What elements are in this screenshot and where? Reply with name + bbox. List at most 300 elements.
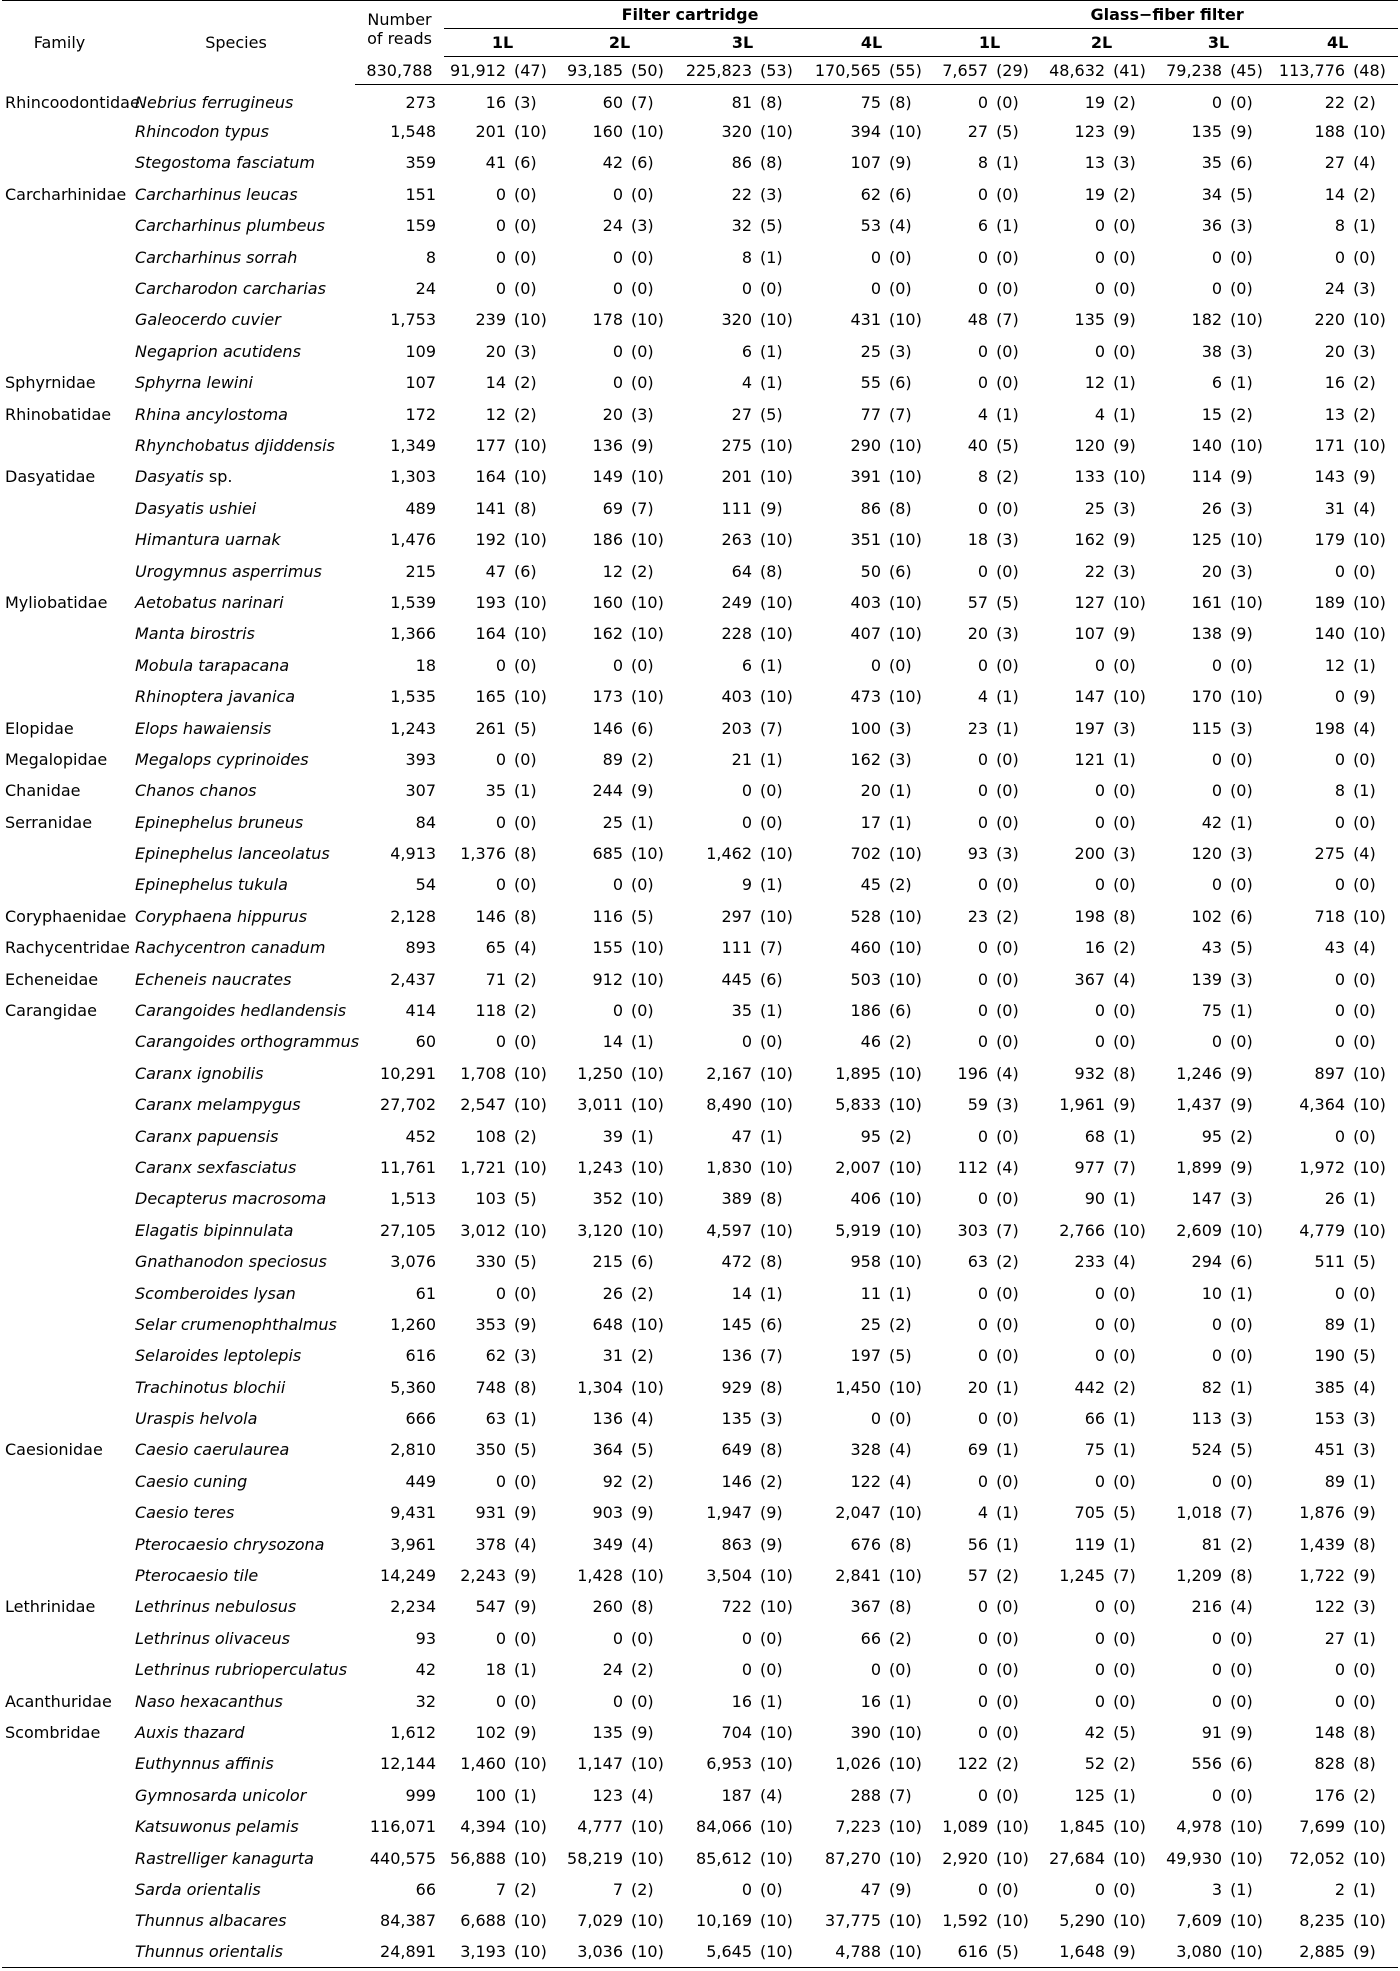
species-cell (117, 1528, 355, 1559)
replicate-cell: (10) (889, 1189, 922, 1209)
read-count-cell: 53 (860, 216, 881, 236)
replicate-cell: (10) (889, 1095, 922, 1115)
read-count-cell: 2,766 (1059, 1220, 1106, 1240)
replicate-cell: (9) (1230, 1095, 1253, 1115)
replicate-cell: (10) (1353, 1157, 1386, 1177)
read-count-cell: 24 (602, 216, 623, 236)
read-count-cell: 25 (602, 812, 623, 832)
table-row (2, 1748, 1398, 1779)
read-count-cell: 197 (1074, 718, 1106, 738)
family-cell (2, 1152, 117, 1183)
replicate-cell: (4) (1353, 718, 1376, 738)
read-count-cell: 47 (485, 561, 506, 581)
read-count-cell: 2,885 (1277, 1937, 1347, 1968)
read-count-cell: 0 (741, 1032, 752, 1052)
read-count-cell: 0 (977, 184, 989, 204)
total-count: 225,823 (678, 57, 754, 85)
replicate-cell: (6) (889, 561, 912, 581)
volume-header: 3L (1160, 29, 1277, 57)
read-count-cell: 56,888 (450, 1848, 506, 1868)
replicate-cell: (2) (889, 875, 912, 895)
read-count-cell: 14 (485, 373, 506, 393)
read-count-cell: 34 (1201, 184, 1223, 204)
read-count-cell: 0 (1211, 781, 1223, 801)
reads-cell: 1,243 (390, 718, 436, 738)
read-count-cell: 47 (731, 1126, 752, 1146)
read-count-cell: 20 (602, 404, 623, 424)
replicate-cell: (0) (996, 341, 1019, 361)
read-count-cell: 702 (850, 844, 881, 864)
read-count-cell: 0 (1094, 1660, 1106, 1680)
replicate-cell: (3) (631, 216, 654, 236)
read-count-cell: 25 (860, 341, 881, 361)
read-count-cell: 89 (602, 749, 623, 769)
read-count-cell: 19 (1084, 92, 1106, 112)
read-count-cell: 122 (1314, 1597, 1346, 1617)
read-count-cell: 0 (977, 969, 989, 989)
replicate-cell: (7) (1113, 1566, 1136, 1586)
read-count-cell: 403 (850, 592, 881, 612)
replicate-cell: (10) (1113, 592, 1146, 612)
species-name: Selaroides leptolepis (135, 1346, 302, 1366)
replicate-cell: (0) (996, 1879, 1019, 1899)
replicate-cell: (9) (1230, 1157, 1253, 1177)
replicate-cell: (7) (760, 938, 783, 958)
replicate-cell: (10) (760, 592, 793, 612)
read-count-cell: 5,833 (835, 1095, 881, 1115)
read-count-cell: 367 (1074, 969, 1106, 989)
read-count-cell: 8 (977, 153, 989, 173)
replicate-cell: (0) (1353, 1283, 1376, 1303)
species-name: Rhinoptera javanica (135, 687, 296, 707)
replicate-cell: (10) (1113, 1911, 1146, 1931)
read-count-cell: 0 (495, 1283, 506, 1303)
replicate-cell: (10) (631, 122, 664, 142)
table-row (2, 461, 1398, 492)
read-count-cell: 176 (1314, 1785, 1346, 1805)
group-header-cartridge: Filter cartridge (444, 1, 936, 29)
volume-header: 1L (444, 29, 561, 57)
replicate-cell: (2) (1353, 1785, 1376, 1805)
read-count-cell: 431 (850, 310, 881, 330)
read-count-cell: 177 (475, 435, 506, 455)
total-species: (47) (508, 57, 561, 85)
replicate-cell: (10) (889, 1157, 922, 1177)
species-name: Gymnosarda unicolor (135, 1785, 307, 1805)
replicate-cell: (7) (1113, 1157, 1136, 1177)
replicate-cell: (0) (1113, 1471, 1136, 1491)
read-count-cell: 0 (1094, 279, 1106, 299)
replicate-cell: (0) (889, 1409, 912, 1429)
species-cell (117, 210, 355, 241)
family-cell (2, 681, 117, 712)
read-count-cell: 0 (612, 875, 623, 895)
replicate-cell: (1) (1113, 1409, 1136, 1429)
read-count-cell: 84,066 (696, 1817, 752, 1837)
table-header (2, 1, 1398, 85)
read-count-cell: 114 (1191, 467, 1223, 487)
replicate-cell: (0) (631, 1691, 654, 1711)
total-species: (45) (1224, 57, 1277, 85)
reads-cell: 1,476 (390, 530, 436, 550)
read-count-cell: 140 (1191, 435, 1223, 455)
read-count-cell: 0 (1334, 1032, 1346, 1052)
read-count-cell: 66 (1084, 1409, 1106, 1429)
species-name: Thunnus orientalis (135, 1942, 283, 1962)
replicate-cell: (10) (760, 1095, 793, 1115)
read-count-cell: 445 (721, 969, 752, 989)
read-count-cell: 100 (850, 718, 881, 738)
replicate-cell: (10) (1353, 1095, 1386, 1115)
reads-table (2, 0, 1398, 1968)
replicate-cell: (8) (760, 1252, 783, 1272)
read-count-cell: 26 (602, 1283, 623, 1303)
replicate-cell: (4) (1230, 1597, 1253, 1617)
replicate-cell: (0) (996, 1691, 1019, 1711)
replicate-cell: (9) (1353, 467, 1376, 487)
family-cell (2, 1120, 117, 1151)
read-count-cell: 718 (1314, 906, 1346, 926)
read-count-cell: 0 (495, 749, 506, 769)
read-count-cell: 120 (1191, 844, 1223, 864)
replicate-cell: (4) (1353, 844, 1376, 864)
replicate-cell: (5) (996, 435, 1019, 455)
read-count-cell: 6 (741, 341, 752, 361)
read-count-cell: 0 (612, 247, 623, 267)
replicate-cell: (0) (996, 373, 1019, 393)
read-count-cell: 95 (860, 1126, 881, 1146)
family-cell (2, 524, 117, 555)
read-count-cell: 0 (977, 1283, 989, 1303)
table-row (2, 1874, 1398, 1905)
read-count-cell: 125 (1074, 1785, 1106, 1805)
replicate-cell: (1) (1353, 1314, 1376, 1334)
read-count-cell: 0 (495, 1691, 506, 1711)
read-count-cell: 35 (1201, 153, 1223, 173)
replicate-cell: (3) (996, 844, 1019, 864)
replicate-cell: (6) (514, 561, 537, 581)
replicate-cell: (10) (754, 1937, 807, 1968)
replicate-cell: (5) (1353, 1252, 1376, 1272)
read-count-cell: 1,722 (1299, 1566, 1346, 1586)
replicate-cell: (10) (760, 1220, 793, 1240)
read-count-cell: 1,947 (706, 1503, 752, 1523)
species-cell (117, 1591, 355, 1622)
reads-cell: 54 (415, 875, 436, 895)
species-name: Rhynchobatus djiddensis (135, 435, 335, 455)
replicate-cell: (1) (889, 812, 912, 832)
read-count-cell: 2,609 (1176, 1220, 1223, 1240)
replicate-cell: (9) (889, 1879, 912, 1899)
table-row (2, 1152, 1398, 1183)
read-count-cell: 0 (1094, 875, 1106, 895)
replicate-cell: (0) (760, 1628, 783, 1648)
replicate-cell: (3) (1230, 216, 1253, 236)
read-count-cell: 25 (860, 1314, 881, 1334)
replicate-cell: (0) (996, 812, 1019, 832)
replicate-cell: (0) (1113, 655, 1136, 675)
replicate-cell: (1) (996, 718, 1019, 738)
replicate-cell: (10) (760, 1754, 793, 1774)
read-count-cell: 13 (1084, 153, 1106, 173)
read-count-cell: 0 (977, 1879, 989, 1899)
replicate-cell: (0) (996, 247, 1019, 267)
read-count-cell: 328 (850, 1440, 881, 1460)
replicate-cell: (10) (889, 467, 922, 487)
read-count-cell: 1,460 (460, 1754, 506, 1774)
table-row (2, 901, 1398, 932)
species-cell (117, 1372, 355, 1403)
read-count-cell: 263 (721, 530, 752, 550)
replicate-cell: (0) (1113, 1628, 1136, 1648)
replicate-cell: (10) (631, 687, 664, 707)
species-cell (117, 1340, 355, 1371)
reads-cell: 24 (415, 279, 436, 299)
replicate-cell: (0) (1230, 655, 1253, 675)
read-count-cell: 0 (1334, 1126, 1346, 1146)
replicate-cell: (8) (514, 844, 537, 864)
replicate-cell: (0) (1113, 781, 1136, 801)
replicate-cell: (7) (631, 498, 654, 518)
read-count-cell: 0 (612, 279, 623, 299)
replicate-cell: (6) (760, 969, 783, 989)
replicate-cell: (8) (631, 1597, 654, 1617)
read-count-cell: 5,290 (1059, 1911, 1106, 1931)
replicate-cell: (10) (1230, 435, 1263, 455)
replicate-cell: (0) (996, 1409, 1019, 1429)
replicate-cell: (5) (1230, 938, 1253, 958)
read-count-cell: 10 (1201, 1283, 1223, 1303)
read-count-cell: 0 (870, 279, 881, 299)
read-count-cell: 648 (592, 1314, 623, 1334)
replicate-cell: (9) (1113, 530, 1136, 550)
read-count-cell: 122 (850, 1471, 881, 1491)
family-cell (2, 1215, 117, 1246)
replicate-cell: (10) (889, 1566, 922, 1586)
read-count-cell: 7 (495, 1879, 506, 1899)
read-count-cell: 146 (475, 906, 506, 926)
replicate-cell: (10) (1230, 1848, 1263, 1868)
reads-cell: 1,753 (390, 310, 436, 330)
replicate-cell: (10) (760, 530, 793, 550)
read-count-cell: 27 (1324, 153, 1346, 173)
read-count-cell: 57 (967, 1566, 989, 1586)
species-name: Caranx melampygus (135, 1095, 301, 1115)
replicate-cell: (8) (889, 498, 912, 518)
replicate-cell: (1) (760, 875, 783, 895)
read-count-cell: 0 (977, 1409, 989, 1429)
species-name: Pterocaesio tile (135, 1566, 259, 1586)
read-count-cell: 0 (1211, 1628, 1223, 1648)
reads-cell: 42 (415, 1660, 436, 1680)
replicate-cell: (9) (1107, 1937, 1160, 1968)
read-count-cell: 20 (485, 341, 506, 361)
replicate-cell: (8) (889, 1597, 912, 1617)
replicate-cell: (0) (514, 812, 537, 832)
read-count-cell: 120 (1074, 435, 1106, 455)
read-count-cell: 1,895 (835, 1063, 881, 1083)
reads-cell: 11,761 (380, 1157, 436, 1177)
read-count-cell: 71 (485, 969, 506, 989)
replicate-cell: (0) (996, 1660, 1019, 1680)
replicate-cell: (3) (1353, 341, 1376, 361)
read-count-cell: 135 (592, 1723, 623, 1742)
table-row (2, 273, 1398, 304)
table-row (2, 650, 1398, 681)
family-cell: Myliobatidae (5, 592, 108, 612)
read-count-cell: 69 (602, 498, 623, 518)
read-count-cell: 4,597 (706, 1220, 752, 1240)
read-count-cell: 1,428 (577, 1566, 623, 1586)
read-count-cell: 0 (1094, 1346, 1106, 1366)
replicate-cell: (0) (996, 184, 1019, 204)
read-count-cell: 162 (1074, 530, 1106, 550)
read-count-cell: 100 (475, 1785, 506, 1805)
species-cell (117, 1089, 355, 1120)
species-name: Carangoides orthogrammus (135, 1032, 360, 1052)
species-cell (117, 1717, 355, 1748)
read-count-cell: 239 (475, 310, 506, 330)
replicate-cell: (8) (760, 92, 783, 112)
species-cell (117, 1811, 355, 1842)
replicate-cell: (3) (514, 1346, 537, 1366)
replicate-cell: (10) (760, 687, 793, 707)
replicate-cell: (0) (760, 812, 783, 832)
reads-cell: 489 (405, 498, 436, 518)
species-cell (117, 85, 355, 116)
replicate-cell: (10) (1353, 530, 1386, 550)
replicate-cell: (10) (1113, 687, 1146, 707)
replicate-cell: (0) (1113, 1346, 1136, 1366)
species-cell (117, 147, 355, 178)
read-count-cell: 77 (860, 404, 881, 424)
family-cell (2, 838, 117, 869)
replicate-cell: (1) (514, 1409, 537, 1429)
read-count-cell: 0 (977, 1346, 989, 1366)
replicate-cell: (10) (1230, 687, 1263, 707)
family-cell: Rhinobatidae (5, 404, 112, 424)
replicate-cell: (0) (514, 1283, 537, 1303)
read-count-cell: 294 (1191, 1252, 1223, 1272)
replicate-cell: (10) (1230, 1817, 1263, 1837)
read-count-cell: 22 (1324, 92, 1346, 112)
read-count-cell: 8 (741, 247, 752, 267)
reads-header (355, 1, 444, 57)
replicate-cell: (6) (631, 1252, 654, 1272)
reads-cell: 61 (415, 1283, 436, 1303)
read-count-cell: 165 (475, 687, 506, 707)
replicate-cell: (0) (1353, 875, 1376, 895)
replicate-cell: (1) (1113, 1189, 1136, 1209)
read-count-cell: 0 (741, 781, 752, 801)
species-cell (117, 493, 355, 524)
species-name: Galeocerdo cuvier (135, 310, 281, 330)
replicate-cell: (8) (514, 498, 537, 518)
read-count-cell: 0 (1211, 247, 1223, 267)
read-count-cell: 35 (731, 1001, 752, 1021)
read-count-cell: 0 (977, 1723, 989, 1742)
replicate-cell: (2) (760, 1471, 783, 1491)
read-count-cell: 6,953 (706, 1754, 752, 1774)
replicate-cell: (10) (631, 1189, 664, 1209)
read-count-cell: 0 (495, 279, 506, 299)
read-count-cell: 48 (967, 310, 989, 330)
replicate-cell: (10) (889, 435, 922, 455)
read-count-cell: 0 (1094, 1001, 1106, 1021)
read-count-cell: 16 (1084, 938, 1106, 958)
replicate-cell: (1) (760, 1283, 783, 1303)
read-count-cell: 0 (1094, 1283, 1106, 1303)
species-name: Chanos chanos (135, 781, 257, 801)
replicate-cell: (0) (1113, 279, 1136, 299)
read-count-cell: 0 (612, 1001, 623, 1021)
replicate-cell: (1) (1353, 781, 1376, 801)
total-species: (55) (883, 57, 936, 85)
read-count-cell: 290 (850, 435, 881, 455)
read-count-cell: 20 (967, 1377, 989, 1397)
read-count-cell: 932 (1074, 1063, 1106, 1083)
read-count-cell: 36 (1201, 216, 1223, 236)
replicate-cell: (10) (631, 467, 664, 487)
replicate-cell: (10) (1353, 122, 1386, 142)
read-count-cell: 189 (1314, 592, 1346, 612)
read-count-cell: 26 (1201, 498, 1223, 518)
read-count-cell: 57 (967, 592, 989, 612)
replicate-cell: (3) (1230, 969, 1253, 989)
species-cell (117, 336, 355, 367)
read-count-cell: 0 (1334, 749, 1346, 769)
replicate-cell: (3) (889, 341, 912, 361)
read-count-cell: 42 (1084, 1723, 1106, 1742)
read-count-cell: 977 (1074, 1157, 1106, 1177)
read-count-cell: 216 (1191, 1597, 1223, 1617)
read-count-cell: 528 (850, 906, 881, 926)
read-count-cell: 162 (592, 624, 623, 644)
read-count-cell: 27,684 (1049, 1848, 1106, 1868)
species-name: Lethrinus rubrioperculatus (135, 1660, 348, 1680)
read-count-cell: 93 (967, 844, 989, 864)
species-name: Urogymnus asperrimus (135, 561, 322, 581)
family-cell (2, 430, 117, 461)
read-count-cell: 1,592 (942, 1911, 989, 1931)
species-cell (117, 1874, 355, 1905)
read-count-cell: 149 (592, 467, 623, 487)
reads-cell: 60 (415, 1032, 436, 1052)
read-count-cell: 0 (1211, 279, 1223, 299)
replicate-cell: (10) (889, 1252, 922, 1272)
table-row (2, 1434, 1398, 1465)
read-count-cell: 198 (1074, 906, 1106, 926)
read-count-cell: 3 (1211, 1879, 1223, 1899)
family-cell (2, 1842, 117, 1873)
replicate-cell: (10) (889, 1377, 922, 1397)
replicate-cell: (5) (990, 1937, 1043, 1968)
reads-cell: 4,913 (390, 844, 436, 864)
replicate-cell: (1) (1230, 1879, 1253, 1899)
reads-cell: 3,076 (390, 1252, 436, 1272)
read-count-cell: 72,052 (1289, 1848, 1346, 1868)
family-cell: Caesionidae (5, 1440, 103, 1460)
table-row (2, 1780, 1398, 1811)
replicate-cell: (6) (1230, 1252, 1253, 1272)
reads-cell: 10,291 (380, 1063, 436, 1083)
replicate-cell: (0) (996, 1032, 1019, 1052)
replicate-cell: (1) (760, 247, 783, 267)
replicate-cell: (3) (1353, 279, 1376, 299)
table-row (2, 179, 1398, 210)
species-name: Naso hexacanthus (135, 1691, 283, 1711)
species-name: Carcharhinus leucas (135, 184, 298, 204)
